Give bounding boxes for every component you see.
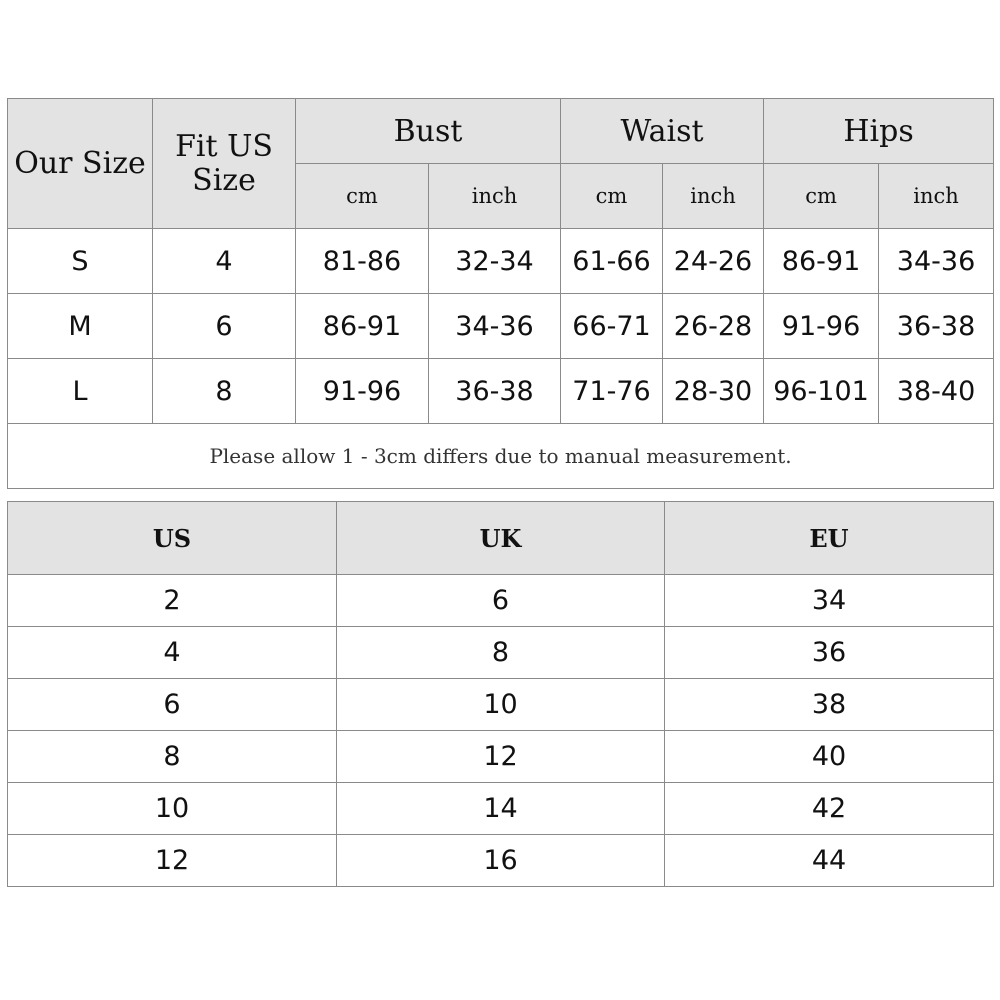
uk-cell: 14	[337, 783, 665, 835]
uk-cell: 16	[337, 835, 665, 887]
us-cell: 2	[8, 575, 337, 627]
header-fit-us-size: Fit US Size	[153, 99, 296, 229]
bust-inch-cell: 36-38	[429, 359, 561, 424]
header-bust-cm: cm	[296, 164, 429, 229]
fit-us-cell: 6	[153, 294, 296, 359]
eu-cell: 36	[665, 627, 994, 679]
uk-cell: 6	[337, 575, 665, 627]
bust-cm-cell: 86-91	[296, 294, 429, 359]
us-cell: 8	[8, 731, 337, 783]
table-row	[8, 575, 994, 627]
hips-cm-cell: 86-91	[764, 229, 879, 294]
waist-cm-cell: 66-71	[561, 294, 663, 359]
us-cell: 4	[8, 627, 337, 679]
eu-cell: 44	[665, 835, 994, 887]
eu-cell: 38	[665, 679, 994, 731]
header-waist-inch: inch	[663, 164, 764, 229]
hips-inch-cell: 34-36	[879, 229, 994, 294]
our-size-cell: S	[8, 229, 153, 294]
bust-cm-cell: 91-96	[296, 359, 429, 424]
header-hips-inch: inch	[879, 164, 994, 229]
fit-us-cell: 8	[153, 359, 296, 424]
eu-cell: 34	[665, 575, 994, 627]
us-cell: 12	[8, 835, 337, 887]
us-cell: 6	[8, 679, 337, 731]
table-row	[8, 679, 994, 731]
bust-inch-cell: 32-34	[429, 229, 561, 294]
size-conversion-table	[7, 501, 994, 887]
hips-cm-cell: 96-101	[764, 359, 879, 424]
table-row	[8, 359, 994, 424]
header-hips-cm: cm	[764, 164, 879, 229]
our-size-cell: L	[8, 359, 153, 424]
header-waist-cm: cm	[561, 164, 663, 229]
table-row	[8, 627, 994, 679]
uk-cell: 12	[337, 731, 665, 783]
table-row	[8, 731, 994, 783]
eu-cell: 40	[665, 731, 994, 783]
waist-inch-cell: 24-26	[663, 229, 764, 294]
header-eu: EU	[665, 502, 994, 575]
bust-inch-cell: 34-36	[429, 294, 561, 359]
us-cell: 10	[8, 783, 337, 835]
header-bust: Bust	[296, 99, 561, 164]
bust-cm-cell: 81-86	[296, 229, 429, 294]
table-row	[8, 294, 994, 359]
fit-us-cell: 4	[153, 229, 296, 294]
measurement-note: Please allow 1 - 3cm differs due to manual measurement.	[8, 424, 994, 489]
table-row	[8, 835, 994, 887]
waist-inch-cell: 28-30	[663, 359, 764, 424]
waist-cm-cell: 71-76	[561, 359, 663, 424]
header-uk: UK	[337, 502, 665, 575]
uk-cell: 8	[337, 627, 665, 679]
header-hips: Hips	[764, 99, 994, 164]
waist-inch-cell: 26-28	[663, 294, 764, 359]
hips-inch-cell: 38-40	[879, 359, 994, 424]
eu-cell: 42	[665, 783, 994, 835]
table-row	[8, 229, 994, 294]
size-chart-table	[7, 98, 994, 489]
waist-cm-cell: 61-66	[561, 229, 663, 294]
header-us: US	[8, 502, 337, 575]
header-our-size: Our Size	[8, 99, 153, 229]
table-row	[8, 783, 994, 835]
header-bust-inch: inch	[429, 164, 561, 229]
hips-cm-cell: 91-96	[764, 294, 879, 359]
hips-inch-cell: 36-38	[879, 294, 994, 359]
our-size-cell: M	[8, 294, 153, 359]
header-waist: Waist	[561, 99, 764, 164]
uk-cell: 10	[337, 679, 665, 731]
